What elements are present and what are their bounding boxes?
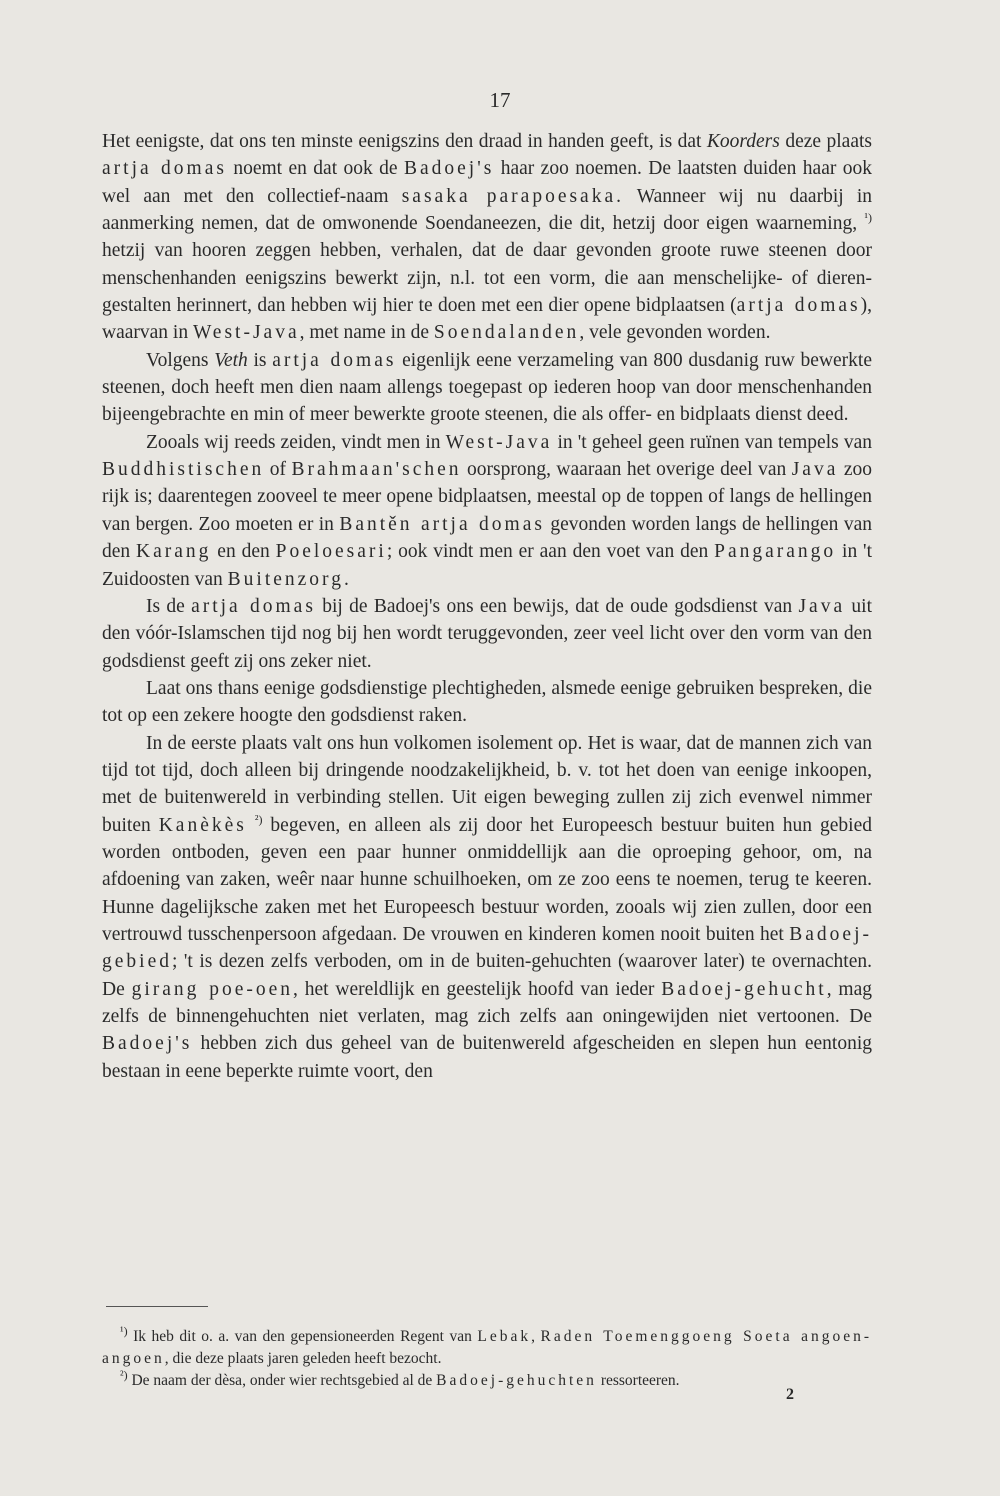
spaced-term: Pangarango [714,541,837,563]
spaced-term: Bantěn artja domas [339,513,545,535]
footnote-ref: ²) [254,812,263,827]
page-number: 17 [489,88,511,112]
footnote: $^{^1)}$ Ik heb dit o. a. van den gepensioneerden Regent van Lebak, Raden Toemenggoeng Soeta angoen-angoen, die deze plaats jaren geleden heeft bezocht. [102,1323,872,1367]
spaced-term: West-Java [445,431,553,453]
spaced-term: Badoej-gehucht [661,978,827,1000]
spaced-term: Karang [136,541,212,563]
spaced-term: artja domas [102,158,227,180]
spaced-term: sasaka parapoesaka. [401,185,624,207]
paragraph: Volgens Veth is artja domas eigenlijk eene verzameling van 800 dusdanig ruw bewerkte steenen, doch heeft men dien naam allengs toegepast op iederen hoop van door menschenhanden bijeengebrachte en min of meer bewerkte groote steenen, die als offer- en bidplaats dienst deed. [102,349,872,426]
italic-name: Veth [214,349,248,371]
footnote-ref: ¹) [864,210,872,225]
spaced-term: Lebak [477,1328,532,1345]
spaced-term: Badoej-gehuchten [436,1372,597,1389]
spaced-term: Badoej's [403,158,495,180]
spaced-term: Kanèkès [158,814,247,836]
spaced-term: Badoej's [102,1033,193,1055]
footnotes [102,1323,872,1392]
paragraph: Is de artja domas bij de Badoej's ons een bewijs, dat de oude godsdienst van Java uit den vóór-Islamschen tijd nog bij hen wordt teruggevonden, zeer veel licht over den vorm van den godsdienst geeft zij ons zeker niet. [102,595,872,672]
footnote: $^{^2)}$ De naam der dèsa, onder wier rechtsgebied al de Badoej-gehuchten ressorteeren. [120,1367,680,1389]
spaced-term: girang poe-oen [131,978,294,1000]
spaced-term: Soendalanden [433,322,580,344]
paragraph: Het eenigste, dat ons ten minste eenigszins den draad in handen geeft, is dat Koorders deze plaats artja domas noemt en dat ook de Badoej's haar zoo noemen. De laatsten duiden haar ook wel aan met den collectief-naam sasaka parapoesaka. Wanneer wij nu daarbij in aanmerking nemen, dat de omwonende Soendaneezen, die dit, hetzij door eigen waarneming, $^{^1)}$ hetzij van hooren zeggen hebben, verhalen, dat de daar gevonden groote ruwe steenen door menschenhanden eenigszins bewerkt zijn, n.l. tot een vorm, die aan menschelijke- of dieren-gestalten herinnert, dan hebben wij hier te doen met een dier opene bidplaatsen (artja domas), waarvan in West-Java, met name in de Soendalanden, vele gevonden worden. [102,131,873,344]
spaced-term: Poeloesari [275,541,387,563]
body-text [102,128,872,1085]
spaced-term: Java [791,459,839,481]
spaced-term: Brahmaan'schen [291,459,462,481]
spaced-term: artja domas [191,595,316,617]
paragraph: Zooals wij reeds zeiden, vindt men in West-Java in 't geheel geen ruïnen van tempels van Buddhistischen of Brahmaan'schen oorsprong, waaraan het overige deel van Java zoo rijk is; daarentegen zooveel te meer opene bidplaatsen, meestal op de toppen of langs de hellingen van bergen. Zoo moeten er in Bantěn artja domas gevonden worden langs de hellingen van den Karang en den Poeloesari; ook vindt men er aan den voet van den Pangarango in 't Zuidoosten van Buitenzorg. [102,431,873,590]
spaced-term: artja domas [272,349,397,371]
spaced-term: Buitenzorg. [227,568,352,590]
spaced-term: Java [798,595,846,617]
spaced-term: Buddhistischen [102,459,265,481]
footnote-ref: ²) [120,1367,128,1382]
paragraph: Laat ons thans eenige godsdienstige plechtigheden, alsmede eenige gebruiken bespreken, die tot op een zekere hoogte den godsdienst raken. [102,677,872,727]
signature-mark: 2 [786,1386,794,1403]
italic-name: Koorders [706,131,780,152]
spaced-term: Raden Toemenggoeng Soeta angoen-angoen [102,1328,872,1367]
spaced-term: artja domas [736,295,861,317]
spaced-term: West-Java [192,322,300,344]
paragraph: In de eerste plaats valt ons hun volkomen isolement op. Het is waar, dat de mannen zich van tijd tot tijd, doch alleen bij dringende noodzakelijkheid, b. v. tot het doen van eenige inkoopen, met de buitenwereld in verbinding stellen. Uit eigen beweging zullen zij zich evenwel nimmer buiten Kanèkès $^{^2)}$ begeven, en alleen als zij door het Europeesch bestuur buiten hun gebied worden ontboden, geven een paar hunner onmiddellijk aan die oproeping gehoor, om, na afdoening van zaken, weêr naar hunne schuilhoeken, om ze zoo eens te noemen, terug te keeren. Hunne dagelijksche zaken met het Europeesch bestuur worden, zooals wij zien zullen, door een vertrouwd tusschenpersoon afgedaan. De vrouwen en kinderen komen nooit buiten het Badoej-gebied; 't is dezen zelfs verboden, om in de buiten-gehuchten (waarover later) te overnachten. De girang poe-oen, het wereldlijk en geestelijk hoofd van ieder Badoej-gehucht, mag zelfs de binnengehuchten niet verlaten, mag zich zelfs aan oningewijden niet vertoonen. De Badoej's hebben zich dus geheel van de buitenwereld afgescheiden en slepen hun eentonig bestaan in eene beperkte ruimte voort, den [102,732,872,1082]
footnote-ref: ¹) [120,1323,128,1338]
footnote-divider [106,1306,208,1307]
spaced-term: Badoej-gebied [102,923,872,973]
